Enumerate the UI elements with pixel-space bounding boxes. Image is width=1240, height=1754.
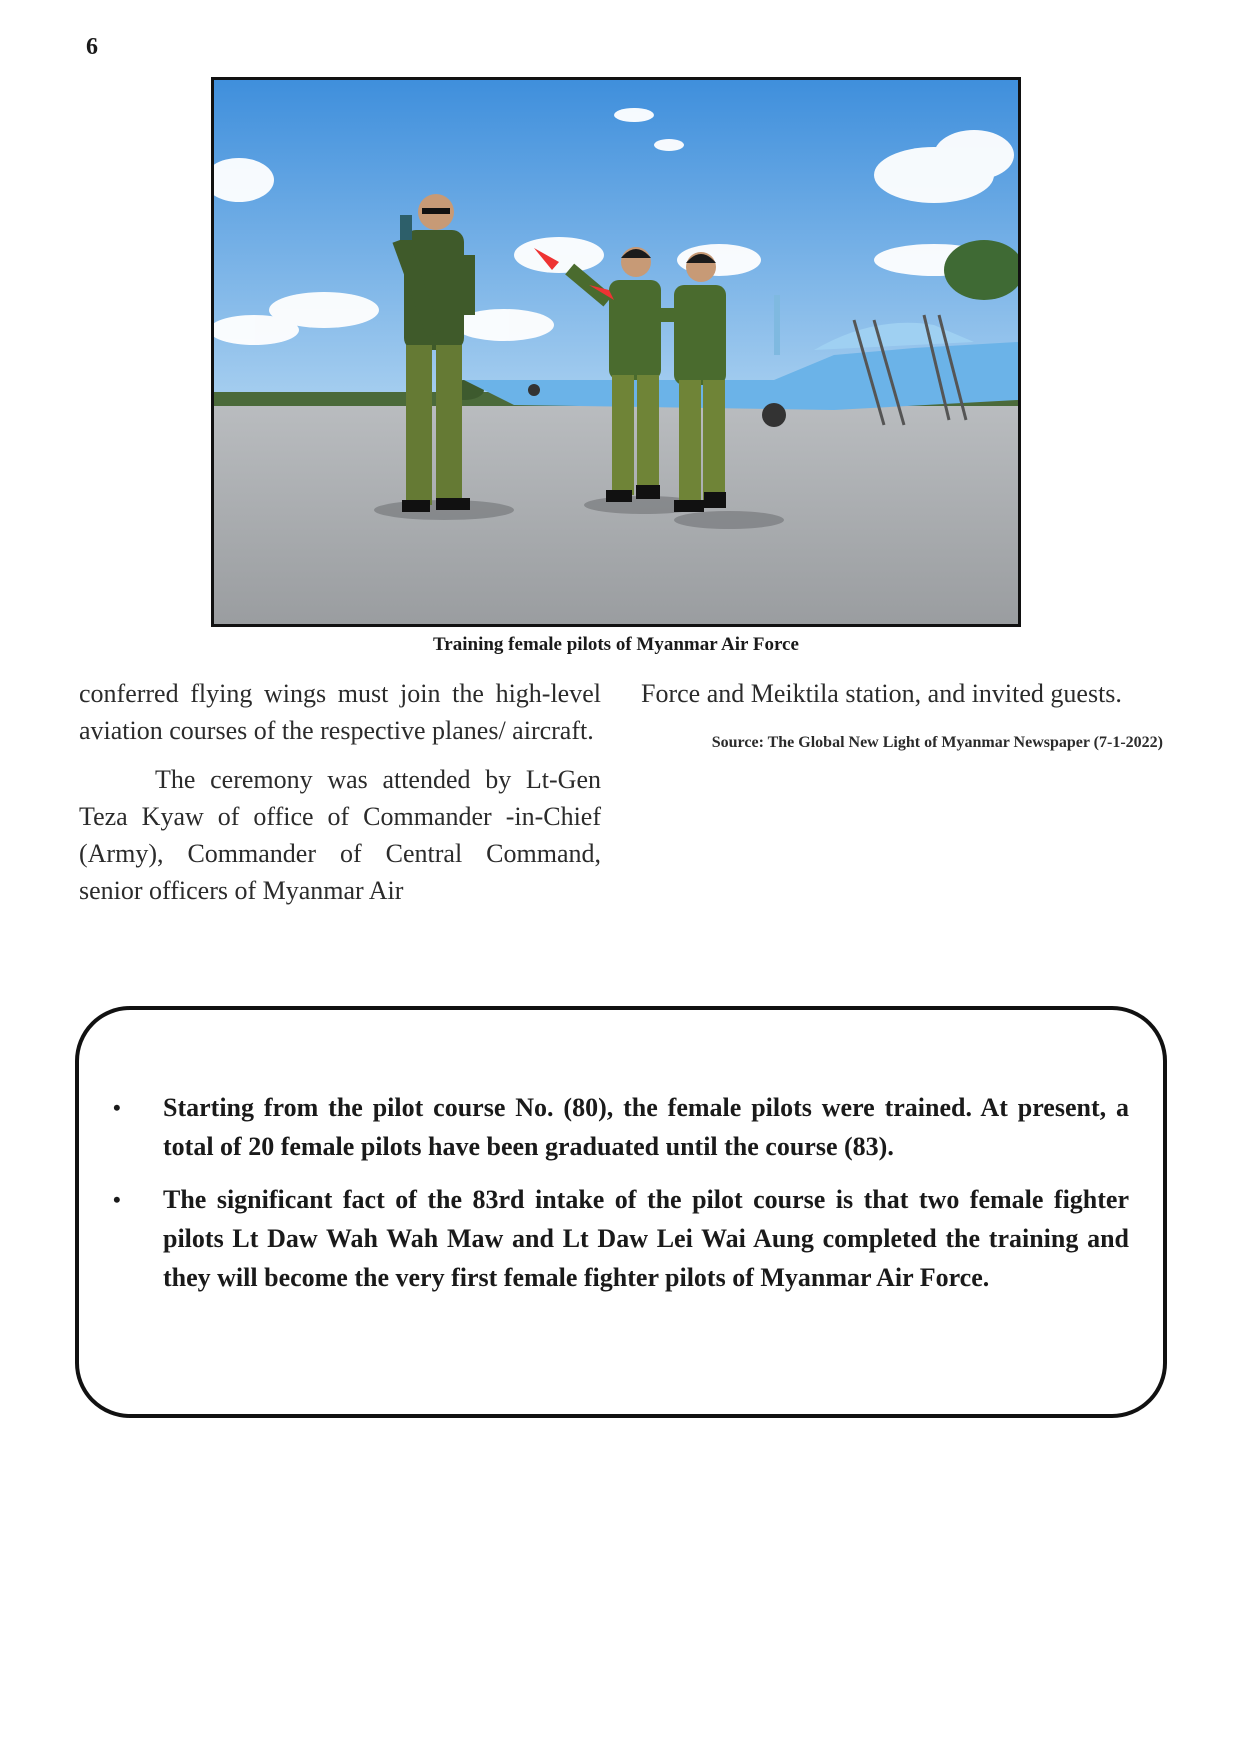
highlight-box — [75, 1006, 1167, 1418]
highlight-list — [101, 1088, 1129, 1311]
article-right-column — [641, 675, 1163, 766]
highlight-item — [101, 1180, 1129, 1297]
article-paragraph: Force and Meiktila station, and invited guests. — [641, 679, 1122, 708]
article-left-column — [79, 675, 601, 921]
article-paragraph: The ceremony was attended by Lt-Gen Teza Kyaw of office of Commander -in-Chief (Army), Commander of Central Command, senior officers of Myanmar Air — [79, 765, 601, 905]
source-credit: Source: The Global New Light of Myanmar Newspaper (7-1-2022) — [711, 734, 1163, 751]
highlight-item — [101, 1088, 1129, 1166]
highlight-text: Starting from the pilot course No. (80), the female pilots were trained. At present, a total of 20 female pilots have been graduated until the course (83). — [163, 1093, 1129, 1161]
bullet-icon: • — [113, 1095, 121, 1120]
photo-caption: Training female pilots of Myanmar Air Force — [433, 634, 799, 655]
photo-frame — [211, 77, 1021, 627]
pilots-photo — [214, 80, 1018, 624]
bullet-icon: • — [113, 1187, 121, 1212]
article-paragraph: conferred flying wings must join the high-level aviation courses of the respective planes/ aircraft. — [79, 679, 601, 745]
page-number: 6 — [86, 34, 98, 60]
highlight-text: The significant fact of the 83rd intake of the pilot course is that two female fighter pilots Lt Daw Wah Wah Maw and Lt Daw Lei Wai Aung completed the training and they will become the very first female fighter pilots of Myanmar Air Force. — [163, 1185, 1129, 1292]
